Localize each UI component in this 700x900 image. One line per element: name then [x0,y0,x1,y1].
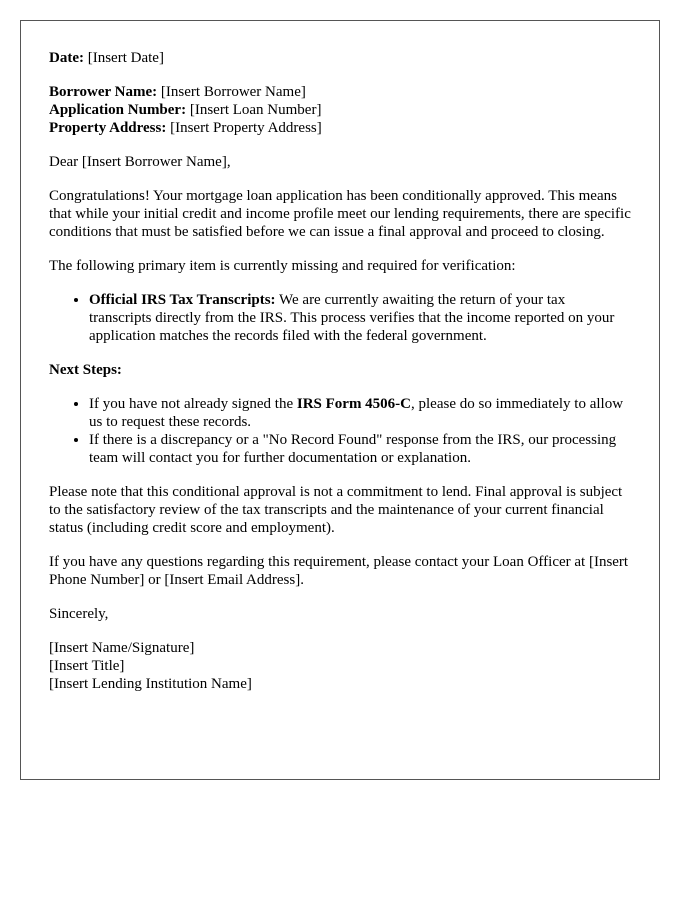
next-steps-list [49,395,631,467]
missing-item-title: Official IRS Tax Transcripts: [89,292,276,308]
date-value: [Insert Date] [83,50,164,66]
date-line [49,49,631,67]
missing-item-text: We are currently awaiting the return of your tax transcripts directly from the IRS. This process verifies that the income reported on your application matches the records filed with the federal government. [89,292,615,344]
signature-institution: [Insert Lending Institution Name] [49,676,252,692]
contact-paragraph: If you have any questions regarding this requirement, please contact your Loan Officer at [Insert Phone Number] or [Insert Email Address]. [49,554,629,588]
borrower-value: [Insert Borrower Name] [157,84,306,100]
signature-name: [Insert Name/Signature] [49,640,195,656]
signature-title: [Insert Title] [49,658,125,674]
missing-intro: The following primary item is currently missing and required for verification: [49,258,516,274]
note-paragraph: Please note that this conditional approval is not a commitment to lend. Final approval is subject to the satisfactory review of the tax transcripts and the maintenance of your current financial status (including credit score and employment). [49,484,623,536]
next-steps-heading-text: Next Steps: [49,362,122,378]
application-label: Application Number: [49,102,187,118]
missing-items-list [49,291,631,345]
next-step-item: • If there is a discrepancy or a "No Record Found" response from the IRS, our processing team will contact you for further documentation or explanation. [89,431,631,467]
next-steps-heading [49,361,631,379]
missing-item [89,291,631,345]
next-step-item [89,395,631,431]
application-line [49,101,631,119]
property-label: Property Address: [49,120,167,136]
intro-paragraph: Congratulations! Your mortgage loan application has been conditionally approved. This means that while your initial credit and income profile meet our lending requirements, there are specific conditions that must be satisfied before we can issue a final approval and proceed to closing. [49,188,631,240]
date-label: Date: [49,50,84,66]
next-step-text-before: If you have not already signed the [89,396,297,412]
letter [20,20,660,780]
salutation: Dear [Insert Borrower Name], [49,154,231,170]
borrower-label: Borrower Name: [49,84,158,100]
closing: Sincerely, [49,606,109,622]
application-value: [Insert Loan Number] [186,102,322,118]
next-step-text-after: , please do so immediately to allow us to request these records. [89,396,624,430]
borrower-line [49,83,631,101]
form-4506c-name: IRS Form 4506-C [296,396,412,412]
property-line [49,119,631,137]
property-value: [Insert Property Address] [166,120,322,136]
